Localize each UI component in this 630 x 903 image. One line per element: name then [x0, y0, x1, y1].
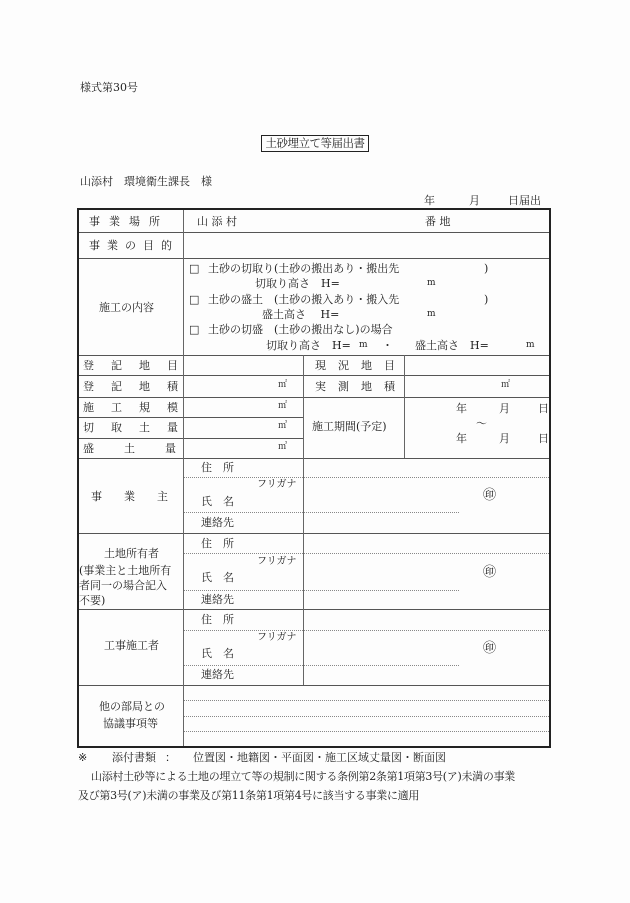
column-divider — [303, 355, 304, 458]
cut-height-unit: m — [427, 278, 436, 288]
period-start-year: 年 — [456, 402, 467, 415]
row-divider — [79, 438, 304, 439]
banchi-label: 番 地 — [425, 215, 451, 228]
cut-volume-unit: ㎥ — [278, 421, 288, 431]
period-tilde: ～ — [476, 417, 487, 430]
option-fill-close: ) — [484, 293, 489, 306]
cut-height-label: 切取り高さ H= — [255, 277, 340, 290]
construction-label: 施工の内容 — [99, 301, 154, 314]
contractor-furigana-label: フリガナ — [257, 632, 297, 643]
purpose-input[interactable] — [187, 239, 547, 255]
village-name: 山 添 村 — [197, 215, 237, 228]
checkbox-cutfill[interactable]: □ — [189, 323, 200, 336]
option-cut: 土砂の切取り(土砂の搬出あり・搬出先 — [208, 262, 400, 275]
row-divider — [183, 731, 549, 732]
landowner-name-label: 氏 名 — [201, 571, 234, 584]
business-owner-label: 事 業 主 — [91, 490, 168, 503]
owner-name-label: 氏 名 — [201, 495, 234, 508]
contractor-contact-label: 連絡先 — [201, 668, 234, 681]
contractor-label: 工事施工者 — [104, 639, 159, 652]
location-label: 事業場所 — [89, 215, 169, 228]
title-text: 土砂埋立て等届出書 — [265, 135, 365, 150]
landowner-label: 土地所有者 — [104, 547, 159, 560]
period-end-day: 日 — [538, 432, 549, 445]
registered-area-label: 登記地積 — [83, 380, 195, 393]
column-divider — [303, 458, 304, 685]
registered-area-unit: ㎡ — [278, 380, 288, 390]
row-divider — [79, 355, 549, 356]
current-category-label: 現況地目 — [315, 359, 407, 372]
row-divider — [79, 397, 404, 398]
contractor-name-label: 氏 名 — [201, 647, 234, 660]
application-form-table — [77, 208, 551, 748]
row-divider — [183, 590, 459, 591]
row-divider — [183, 630, 549, 631]
column-divider — [183, 210, 184, 746]
cutfill-separator: ・ — [382, 339, 393, 352]
option-fill: 土砂の盛土 (土砂の搬入あり・搬入先 — [208, 293, 400, 306]
period-label: 施工期間(予定) — [312, 420, 387, 433]
row-divider — [79, 685, 549, 686]
fill-height-unit: m — [427, 309, 436, 319]
landowner-note-line3: 不要) — [79, 594, 106, 607]
note-line2: 及び第3号(ア)未満の事業及び第11条第1項第4号に該当する事業に適用 — [78, 789, 420, 802]
cutfill-cut-unit: m — [359, 340, 368, 350]
owner-furigana-label: フリガナ — [257, 479, 297, 490]
row-divider — [79, 609, 549, 610]
contractor-address-label: 住 所 — [201, 613, 234, 626]
option-cutfill: 土砂の切盛 (土砂の搬出なし)の場合 — [208, 323, 393, 336]
owner-contact-label: 連絡先 — [201, 516, 234, 529]
row-divider — [183, 665, 459, 666]
row-divider — [183, 553, 549, 554]
consultation-label-line2: 協議事項等 — [103, 717, 158, 730]
date-day-submit: 日届出 — [508, 194, 541, 207]
attachments-list: 位置図・地籍図・平面図・施工区域丈量図・断面図 — [193, 751, 446, 764]
checkbox-fill[interactable]: □ — [189, 293, 200, 306]
attachments-colon: ： — [165, 751, 176, 764]
attachments-label: 添付書類 — [112, 751, 156, 764]
purpose-label: 事業の目的 — [89, 239, 179, 252]
row-divider — [404, 397, 549, 398]
cutfill-fill-label: 盛土高さ H= — [415, 339, 489, 352]
cut-volume-label: 切取土量 — [83, 421, 195, 434]
measured-area-unit: ㎡ — [501, 380, 511, 390]
seal-icon: ㊞ — [483, 488, 497, 503]
option-cut-close: ) — [484, 262, 489, 275]
row-divider — [183, 716, 549, 717]
registered-category-label: 登記地目 — [83, 359, 195, 372]
fill-height-label: 盛土高さ H= — [262, 308, 340, 321]
addressee: 山添村 環境衛生課長 様 — [80, 175, 212, 188]
period-start-day: 日 — [538, 402, 549, 415]
period-end-year: 年 — [456, 432, 467, 445]
document-title — [261, 135, 369, 152]
fill-volume-label: 盛土量 — [83, 442, 206, 455]
period-start-month: 月 — [499, 402, 510, 415]
cutfill-fill-unit: m — [526, 340, 535, 350]
landowner-address-label: 住 所 — [201, 537, 234, 550]
consultation-label-line1: 他の部局との — [99, 700, 165, 713]
row-divider — [183, 477, 549, 478]
landowner-note-line1: (事業主と土地所有 — [79, 564, 172, 577]
row-divider — [183, 700, 549, 701]
seal-icon: ㊞ — [483, 641, 497, 656]
note-line1: 山添村土砂等による土地の埋立て等の規制に関する条例第2条第1項第3号(ア)未満の事業 — [91, 770, 515, 783]
landowner-note-line2: 者同一の場合記入 — [79, 579, 167, 592]
row-divider — [79, 458, 549, 459]
date-month: 月 — [469, 194, 480, 207]
measured-area-label: 実測地積 — [315, 380, 407, 393]
landowner-furigana-label: フリガナ — [257, 556, 297, 567]
footer-mark: ※ — [78, 751, 88, 764]
period-end-month: 月 — [499, 432, 510, 445]
owner-address-label: 住 所 — [201, 461, 234, 474]
scale-unit: ㎡ — [278, 401, 288, 411]
row-divider — [79, 417, 304, 418]
row-divider — [79, 375, 549, 376]
fill-volume-unit: ㎥ — [278, 442, 288, 452]
form-number: 様式第30号 — [80, 81, 138, 94]
seal-icon: ㊞ — [483, 565, 497, 580]
row-divider — [79, 232, 549, 233]
landowner-contact-label: 連絡先 — [201, 593, 234, 606]
cutfill-cut-label: 切取り高さ H= — [266, 339, 351, 352]
checkbox-cut[interactable]: □ — [189, 262, 200, 275]
scale-label: 施工規模 — [83, 401, 195, 414]
date-year: 年 — [424, 194, 435, 207]
row-divider — [79, 533, 549, 534]
row-divider — [183, 512, 459, 513]
row-divider — [79, 258, 549, 259]
